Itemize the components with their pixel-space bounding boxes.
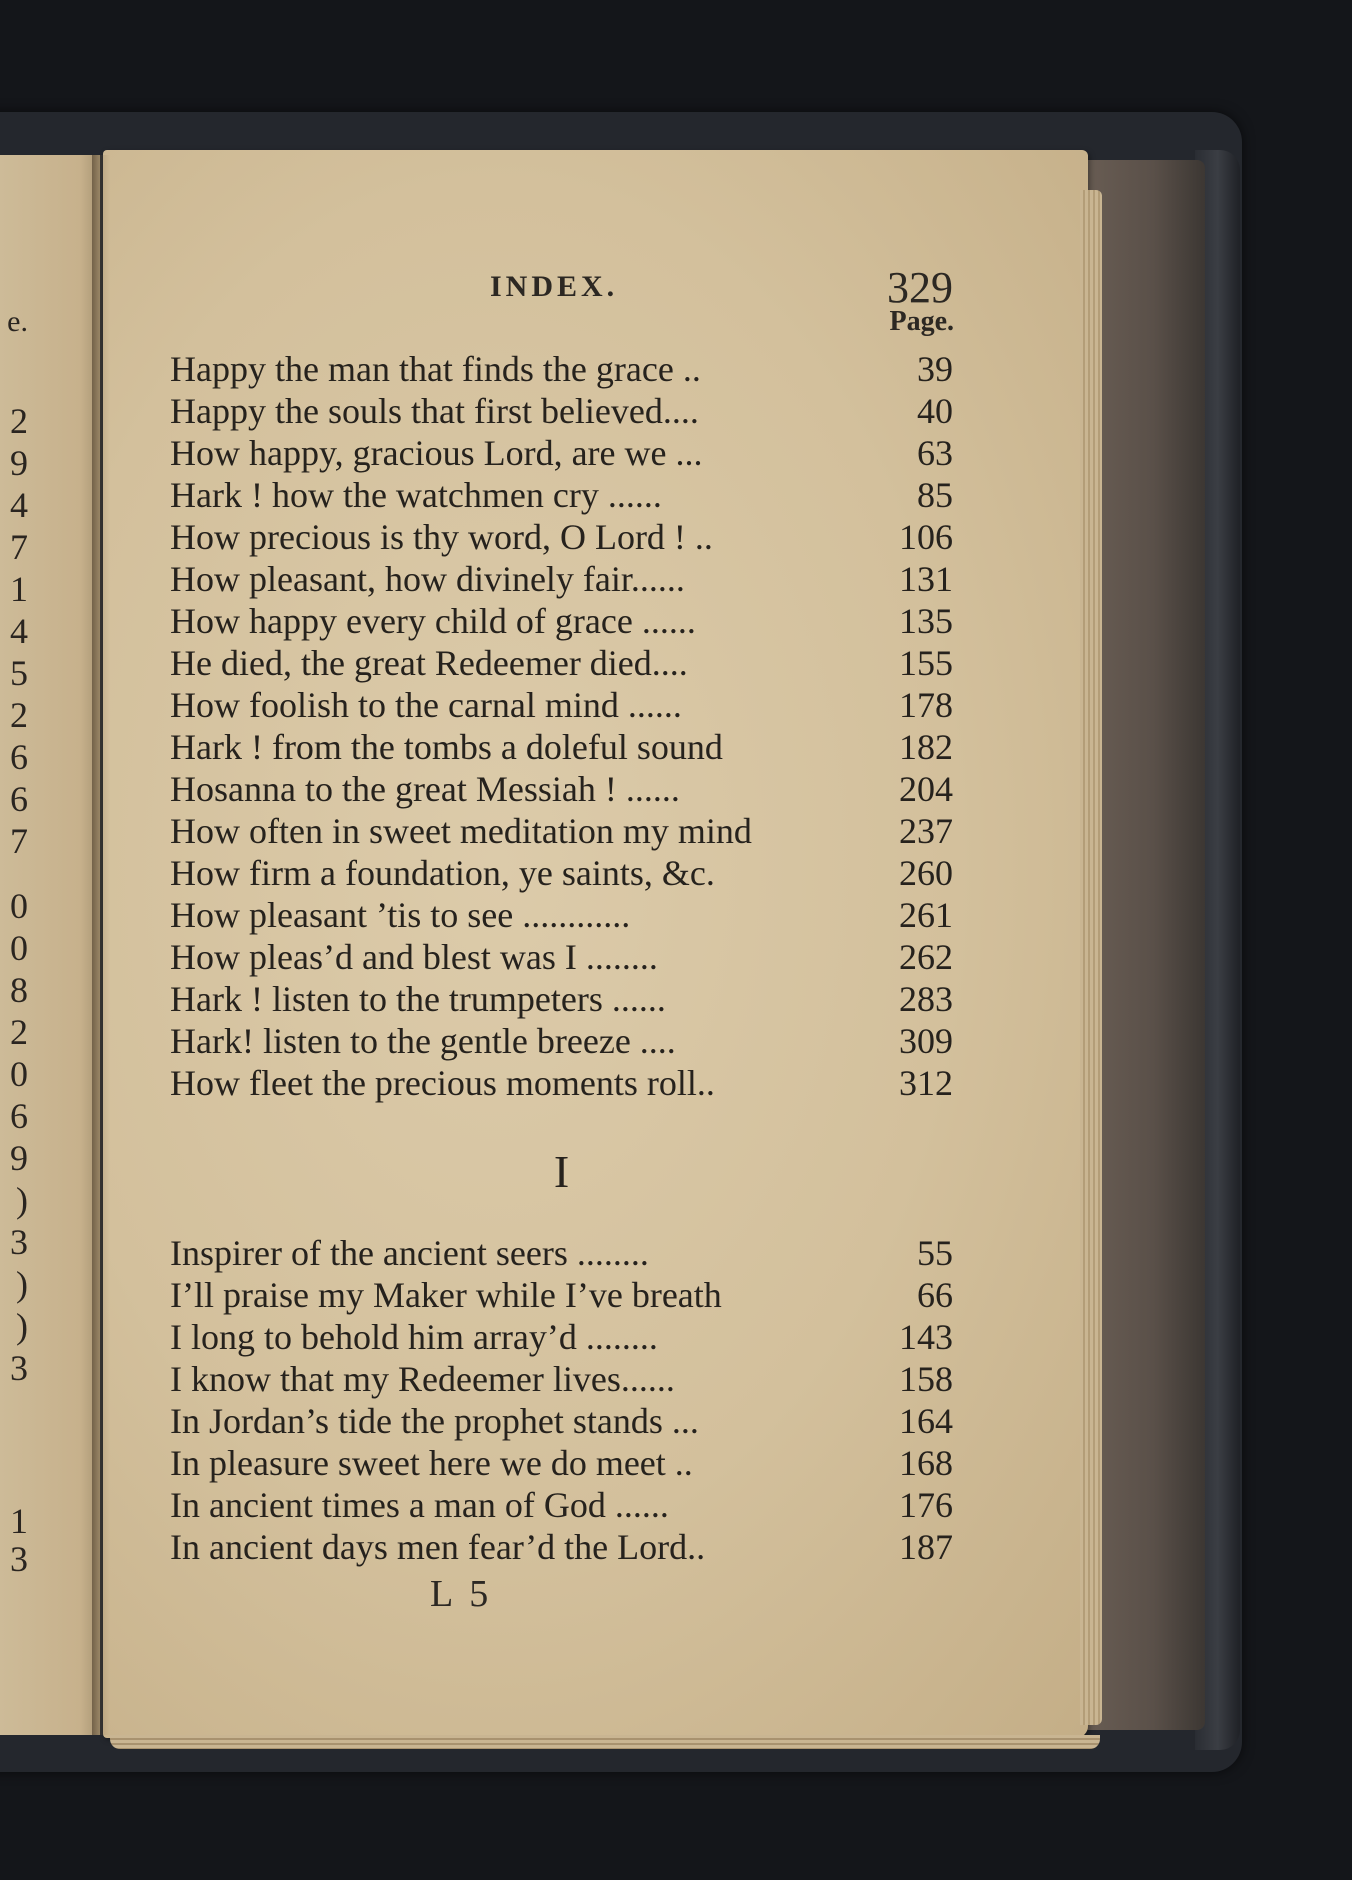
left-page-fragment: 3 <box>10 1539 28 1579</box>
entry-page-number: 178 <box>899 685 953 725</box>
index-entry <box>170 684 953 726</box>
entry-title: Hark ! from the tombs a doleful sound <box>170 727 723 767</box>
entry-page-number: 176 <box>899 1485 953 1525</box>
left-page-fragment: 1 <box>10 569 28 609</box>
page-edges-bottom <box>110 1735 1100 1749</box>
entry-title: How precious is thy word, O Lord ! .. <box>170 517 713 557</box>
entry-page-number: 312 <box>899 1063 953 1103</box>
entry-page-number: 309 <box>899 1021 953 1061</box>
index-entry <box>170 1400 953 1442</box>
entry-title: Inspirer of the ancient seers ........ <box>170 1233 649 1273</box>
entry-title: Hosanna to the great Messiah ! ...... <box>170 769 680 809</box>
book-gutter <box>92 155 110 1735</box>
entry-page-number: 261 <box>899 895 953 935</box>
index-entry <box>170 1442 953 1484</box>
index-entry <box>170 1274 953 1316</box>
entry-title: Hark ! how the watchmen cry ...... <box>170 475 662 515</box>
entry-page-number: 40 <box>917 391 953 431</box>
entry-title: How often in sweet meditation my mind <box>170 811 752 851</box>
left-page-fragment: 6 <box>10 1096 28 1136</box>
index-entry <box>170 516 953 558</box>
entry-title: I long to behold him array’d ........ <box>170 1317 658 1357</box>
entry-title: In Jordan’s tide the prophet stands ... <box>170 1401 699 1441</box>
entry-title: He died, the great Redeemer died.... <box>170 643 688 683</box>
entry-page-number: 283 <box>899 979 953 1019</box>
entry-page-number: 260 <box>899 853 953 893</box>
entry-page-number: 135 <box>899 601 953 641</box>
index-entry <box>170 810 953 852</box>
left-page-fragment: ) <box>16 1306 28 1346</box>
index-entry <box>170 1232 953 1274</box>
left-page-fragment: 9 <box>10 1138 28 1178</box>
entry-title: How firm a foundation, ye saints, &c. <box>170 853 715 893</box>
entry-page-number: 237 <box>899 811 953 851</box>
entry-page-number: 63 <box>917 433 953 473</box>
left-page-fragment: 0 <box>10 1054 28 1094</box>
left-page <box>0 155 100 1735</box>
entry-title: In pleasure sweet here we do meet .. <box>170 1443 693 1483</box>
entry-title: Hark ! listen to the trumpeters ...... <box>170 979 666 1019</box>
entry-page-number: 66 <box>917 1275 953 1315</box>
index-entry <box>170 558 953 600</box>
left-page-fragment: 1 <box>10 1501 28 1541</box>
section-letter: I <box>553 1146 570 1197</box>
entry-title: Happy the man that finds the grace .. <box>170 349 701 389</box>
index-entry <box>170 600 953 642</box>
left-fragment-header: e. <box>7 305 28 338</box>
index-entry <box>170 1062 953 1104</box>
entry-page-number: 262 <box>899 937 953 977</box>
entry-title: In ancient days men fear’d the Lord.. <box>170 1527 706 1567</box>
entry-title: I know that my Redeemer lives...... <box>170 1359 675 1399</box>
entry-page-number: 39 <box>917 349 953 389</box>
page-number: 329 <box>887 263 953 312</box>
entry-title: How pleasant ’tis to see ............ <box>170 895 631 935</box>
index-entry <box>170 432 953 474</box>
entry-page-number: 164 <box>899 1401 953 1441</box>
entry-page-number: 155 <box>899 643 953 683</box>
index-list-i <box>170 1232 953 1568</box>
index-entry <box>170 1316 953 1358</box>
entry-title: How foolish to the carnal mind ...... <box>170 685 682 725</box>
entry-title: Happy the souls that first believed.... <box>170 391 699 431</box>
entry-page-number: 158 <box>899 1359 953 1399</box>
left-page-fragment: 2 <box>10 695 28 735</box>
page-edges <box>1080 190 1102 1725</box>
index-entry <box>170 978 953 1020</box>
page-title: INDEX. <box>490 270 619 303</box>
page-header <box>170 262 953 312</box>
entry-title: How pleasant, how divinely fair...... <box>170 559 685 599</box>
index-entry <box>170 726 953 768</box>
entry-title: I’ll praise my Maker while I’ve breath <box>170 1275 722 1315</box>
index-entry <box>170 1020 953 1062</box>
entry-page-number: 143 <box>899 1317 953 1357</box>
entry-page-number: 55 <box>917 1233 953 1273</box>
entry-page-number: 182 <box>899 727 953 767</box>
left-page-fragment: 6 <box>10 779 28 819</box>
entry-title: Hark! listen to the gentle breeze .... <box>170 1021 676 1061</box>
left-page-fragment: 9 <box>10 443 28 483</box>
index-entry <box>170 894 953 936</box>
left-page-fragment: 0 <box>10 886 28 926</box>
index-entry <box>170 852 953 894</box>
page-column-label: Page. <box>889 306 954 337</box>
left-page-fragment: 5 <box>10 653 28 693</box>
entry-page-number: 204 <box>899 769 953 809</box>
index-entry <box>170 936 953 978</box>
left-page-fragment: 3 <box>10 1348 28 1388</box>
entry-page-number: 187 <box>899 1527 953 1567</box>
index-entry <box>170 348 953 390</box>
index-entry <box>170 474 953 516</box>
entry-title: How pleas’d and blest was I ........ <box>170 937 658 977</box>
left-page-fragment: 6 <box>10 737 28 777</box>
entry-page-number: 106 <box>899 517 953 557</box>
left-page-fragment: 2 <box>10 1012 28 1052</box>
left-page-fragment: ) <box>16 1264 28 1304</box>
entry-page-number: 168 <box>899 1443 953 1483</box>
signature-mark: L 5 <box>430 1573 493 1615</box>
index-list-h <box>170 348 953 1104</box>
left-page-fragment: ) <box>16 1180 28 1220</box>
index-entry <box>170 1526 953 1568</box>
left-page-fragment: 2 <box>10 401 28 441</box>
left-page-fragment: 4 <box>10 485 28 525</box>
entry-title: How happy every child of grace ...... <box>170 601 696 641</box>
entry-title: How fleet the precious moments roll.. <box>170 1063 715 1103</box>
left-page-fragment: 4 <box>10 611 28 651</box>
left-page-fragment: 7 <box>10 821 28 861</box>
entry-title: In ancient times a man of God ...... <box>170 1485 669 1525</box>
index-entry <box>170 390 953 432</box>
left-page-fragment: 7 <box>10 527 28 567</box>
index-entry <box>170 768 953 810</box>
entry-title: How happy, gracious Lord, are we ... <box>170 433 703 473</box>
entry-page-number: 85 <box>917 475 953 515</box>
left-page-fragment: 8 <box>10 970 28 1010</box>
index-entry <box>170 1484 953 1526</box>
left-page-fragment: 3 <box>10 1222 28 1262</box>
index-entry <box>170 642 953 684</box>
left-page-fragment: 0 <box>10 928 28 968</box>
entry-page-number: 131 <box>899 559 953 599</box>
index-entry <box>170 1358 953 1400</box>
